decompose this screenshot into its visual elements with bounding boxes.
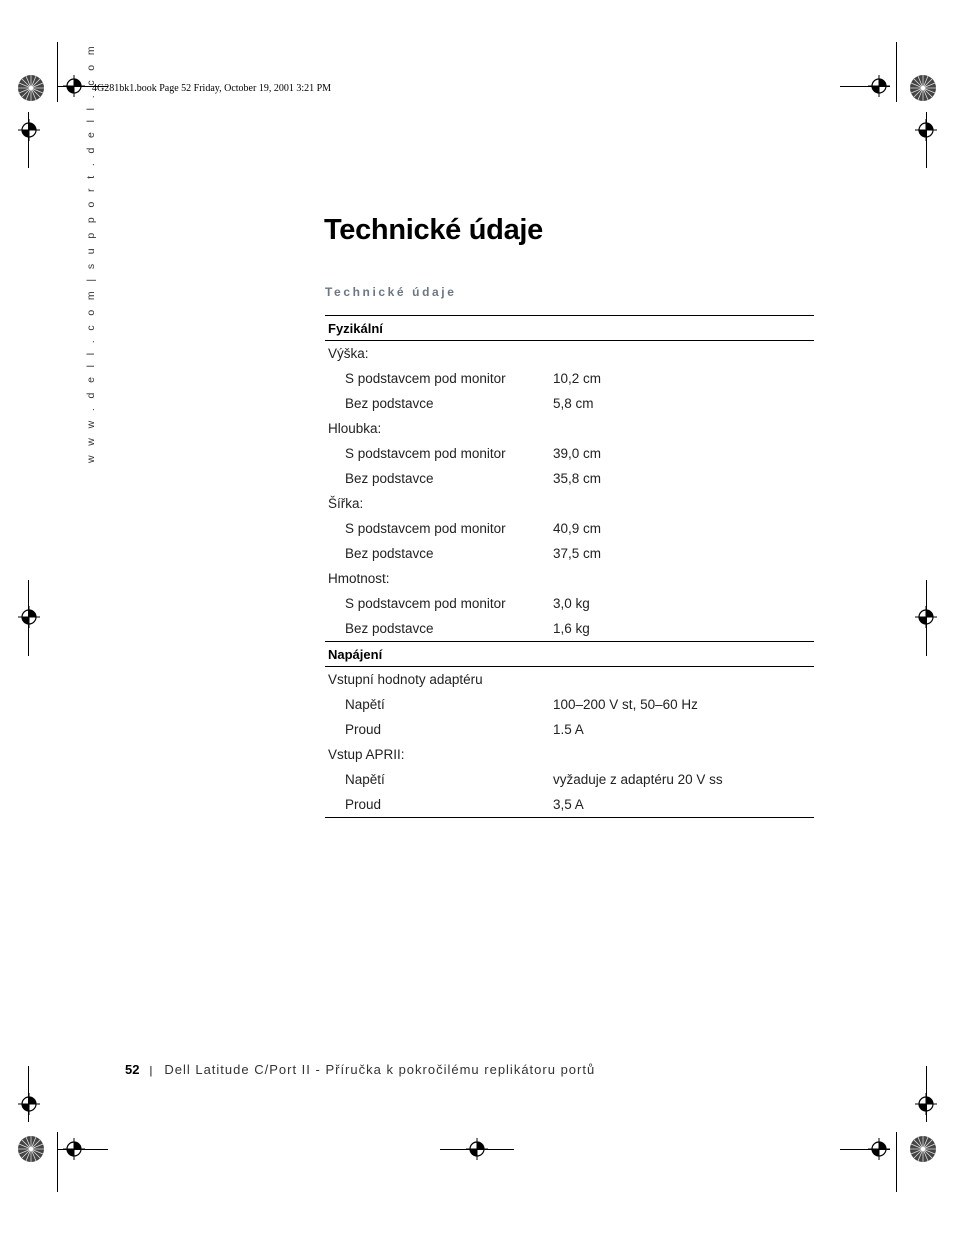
crop-mark <box>57 42 58 102</box>
spec-value: vyžaduje z adaptéru 20 V ss <box>553 772 723 787</box>
spec-value: 3,5 A <box>553 792 814 818</box>
table-row <box>325 591 814 616</box>
registration-mark-icon <box>18 1093 40 1115</box>
registration-mark-icon <box>868 75 890 97</box>
spec-label: Hloubka: <box>328 421 382 436</box>
footer-title: Dell Latitude C/Port II - Příručka k pokročilému replikátoru portů <box>164 1062 596 1077</box>
spec-label: S podstavcem pod monitor <box>345 521 506 536</box>
spec-value <box>553 491 814 516</box>
spec-value <box>553 742 814 767</box>
print-header: 4G281bk1.book Page 52 Friday, October 19, 2001 3:21 PM <box>92 83 332 94</box>
spec-label: Napětí <box>345 697 385 712</box>
spec-value: 40,9 cm <box>553 521 602 536</box>
spec-label: Proud <box>345 722 382 737</box>
registration-mark-icon <box>18 606 40 628</box>
registration-mark-icon <box>466 1138 488 1160</box>
page-footer <box>125 1062 595 1077</box>
spec-value <box>553 416 814 441</box>
spec-label: Bez podstavce <box>345 546 434 561</box>
table-row <box>325 692 814 717</box>
table-row <box>325 541 814 566</box>
spec-value <box>553 566 814 591</box>
spec-label: S podstavcem pod monitor <box>345 446 506 461</box>
table-row <box>325 391 814 416</box>
star-target-icon <box>17 74 45 102</box>
section-heading: Napájení <box>325 642 814 667</box>
table-row <box>325 742 814 767</box>
section-heading-row <box>325 316 814 341</box>
spec-label: Napětí <box>345 772 385 787</box>
spec-value: 39,0 cm <box>553 446 602 461</box>
crop-mark <box>896 1132 897 1192</box>
spec-label: S podstavcem pod monitor <box>345 371 506 386</box>
spec-value <box>553 667 814 693</box>
table-caption: Technické údaje <box>325 285 457 299</box>
table-row <box>325 516 814 541</box>
spec-label: Bez podstavce <box>345 396 434 411</box>
spec-label: Hmotnost: <box>328 571 390 586</box>
spec-label: Bez podstavce <box>345 471 434 486</box>
registration-mark-icon <box>63 1138 85 1160</box>
spec-label: Vstup APRII: <box>328 747 405 762</box>
spec-label: Bez podstavce <box>345 621 434 636</box>
spec-value: 1,6 kg <box>553 621 590 636</box>
registration-mark-icon <box>868 1138 890 1160</box>
star-target-icon <box>17 1135 45 1163</box>
table-row <box>325 441 814 466</box>
spec-value: 100–200 V st, 50–60 Hz <box>553 697 698 712</box>
table-row <box>325 566 814 591</box>
table-row <box>325 717 814 742</box>
spec-label: S podstavcem pod monitor <box>345 596 506 611</box>
spec-label: Výška: <box>328 346 369 361</box>
spec-value: 5,8 cm <box>553 396 594 411</box>
table-row <box>325 792 814 818</box>
footer-separator: | <box>149 1065 153 1077</box>
registration-mark-icon <box>63 75 85 97</box>
page-number: 52 <box>125 1062 140 1077</box>
registration-mark-icon <box>915 606 937 628</box>
registration-mark-icon <box>18 119 40 141</box>
registration-mark-icon <box>915 1093 937 1115</box>
section-heading: Fyzikální <box>325 316 814 341</box>
crop-mark <box>896 42 897 102</box>
table-row <box>325 366 814 391</box>
crop-mark <box>57 1132 58 1192</box>
table-row <box>325 491 814 516</box>
spec-label: Šířka: <box>328 496 364 511</box>
specs-table <box>325 315 814 818</box>
table-row <box>325 341 814 367</box>
table-row <box>325 616 814 642</box>
spec-value: 3,0 kg <box>553 596 590 611</box>
page-title: Technické údaje <box>324 214 543 246</box>
table-row <box>325 466 814 491</box>
spec-value: 35,8 cm <box>553 471 602 486</box>
table-row <box>325 667 814 693</box>
spec-value: 1.5 A <box>553 722 584 737</box>
star-target-icon <box>909 1135 937 1163</box>
side-url: w w w . d e l l . c o m | s u p p o r t . d e l l . c o m <box>85 42 97 463</box>
section-heading-row <box>325 642 814 667</box>
table-row <box>325 416 814 441</box>
spec-value <box>553 341 814 367</box>
spec-value: 37,5 cm <box>553 546 602 561</box>
spec-value: 10,2 cm <box>553 371 602 386</box>
table-row <box>325 767 814 792</box>
registration-mark-icon <box>915 119 937 141</box>
spec-label: Vstupní hodnoty adaptéru <box>328 672 483 687</box>
spec-label: Proud <box>325 792 553 818</box>
star-target-icon <box>909 74 937 102</box>
